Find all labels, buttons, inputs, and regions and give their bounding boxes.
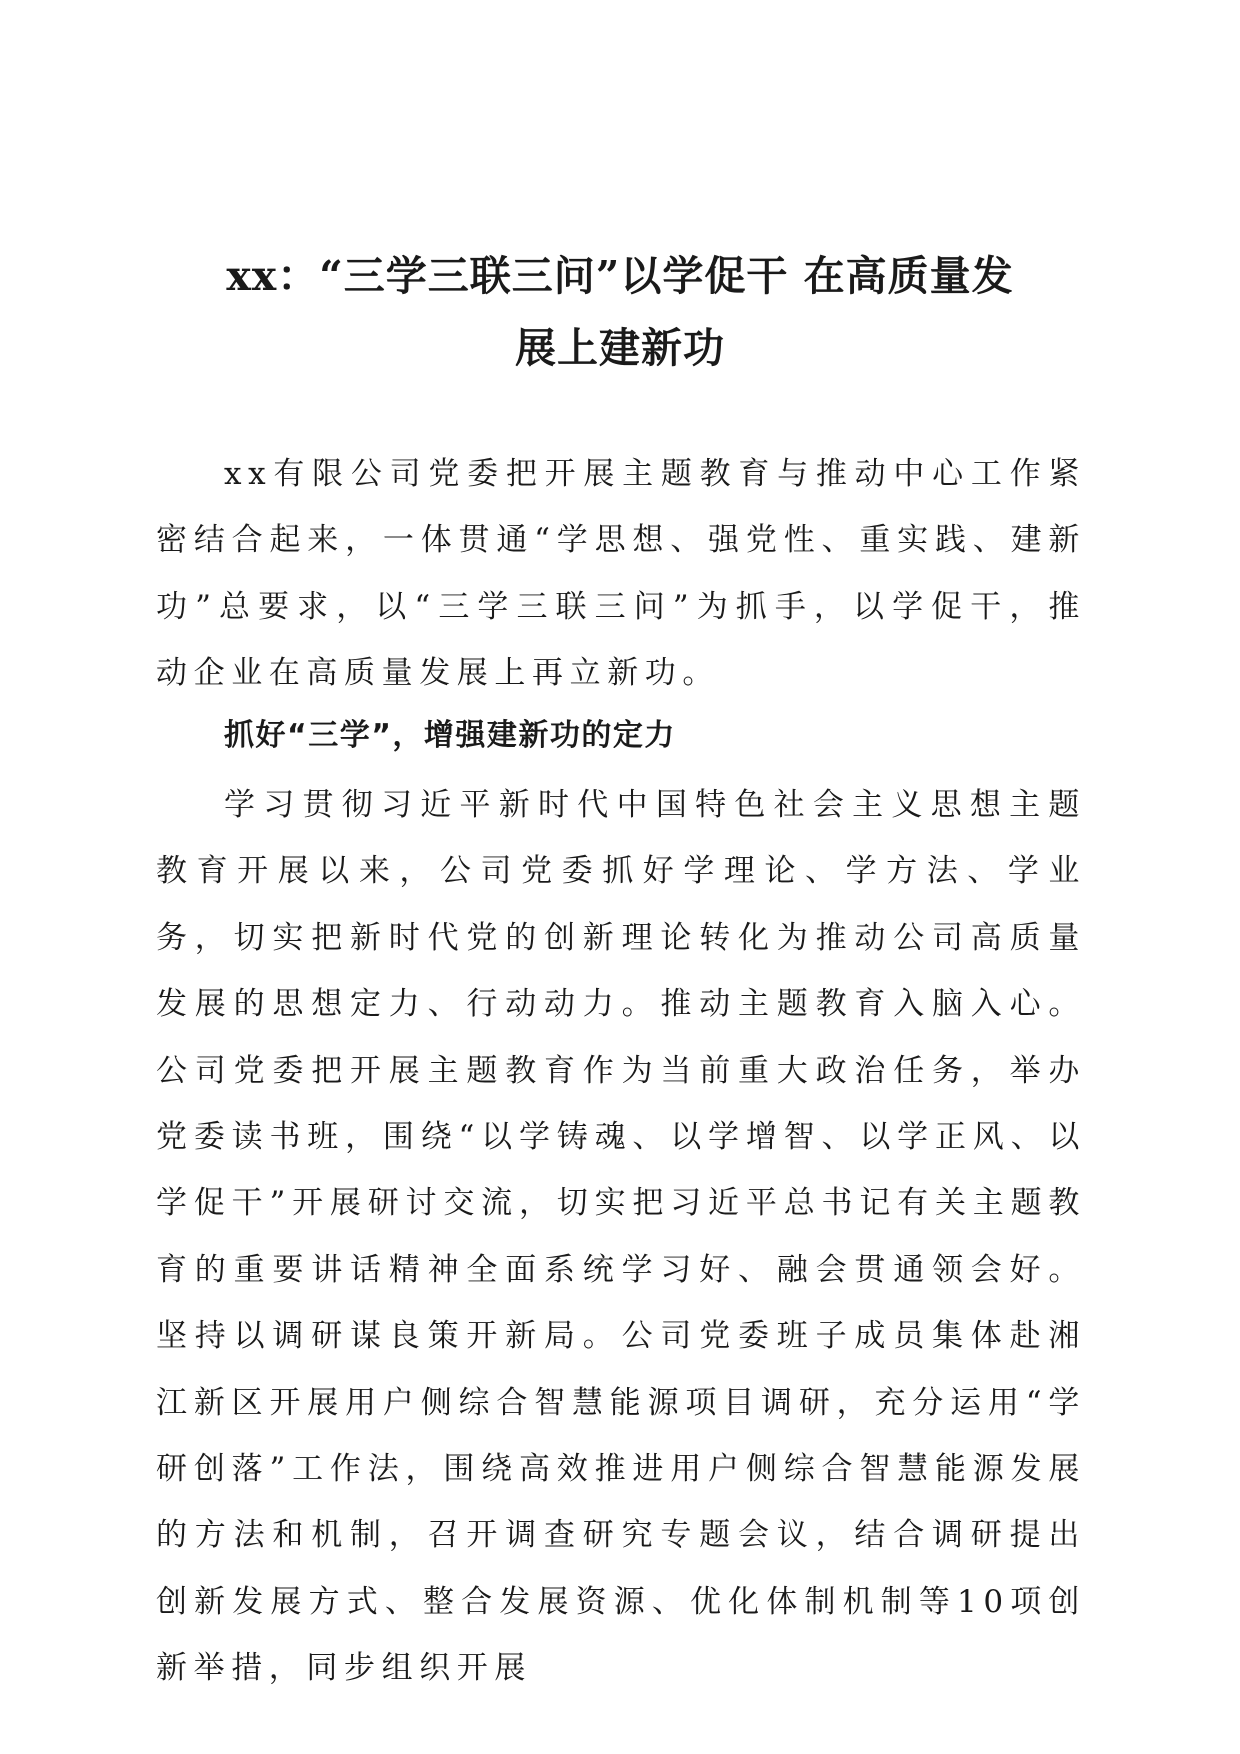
body-paragraph: 学习贯彻习近平新时代中国特色社会主义思想主题教育开展以来，公司党委抓好学理论、学方法、学业务，切实把新时代党的创新理论转化为推动公司高质量发展的思想定力、行动动力。推动主题教育入脑入心。公司党委把开展主题教育作为当前重大政治任务，举办党委读书班，围绕“以学铸魂、以学增智、以学正风、以学促干”开展研讨交流，切实把习近平总书记有关主题教育的重要讲话精神全面系统学习好、融会贯通领会好。坚持以调研谋良策开新局。公司党委班子成员集体赴湘江新区开展用户侧综合智慧能源项目调研，充分运用“学研创落”工作法，围绕高效推进用户侧综合智慧能源发展的方法和机制，召开调查研究专题会议，结合调研提出创新发展方式、整合发展资源、优化体制机制等10项创新举措，同步组织开展 [156, 787, 1086, 1687]
section-heading: 抓好“三学”，增强建新功的定力 [224, 718, 676, 753]
title-line-1: xx：“三学三联三问”以学促干 在高质量发 [226, 252, 1014, 300]
title-line-2: 展上建新功 [515, 324, 725, 372]
intro-paragraph: xx有限公司党委把开展主题教育与推动中心工作紧密结合起来，一体贯通“学思想、强党性、重实践、建新功”总要求，以“三学三联三问”为抓手，以学促干，推动企业在高质量发展上再立新功。 [156, 456, 1086, 692]
document-title [150, 240, 1090, 384]
